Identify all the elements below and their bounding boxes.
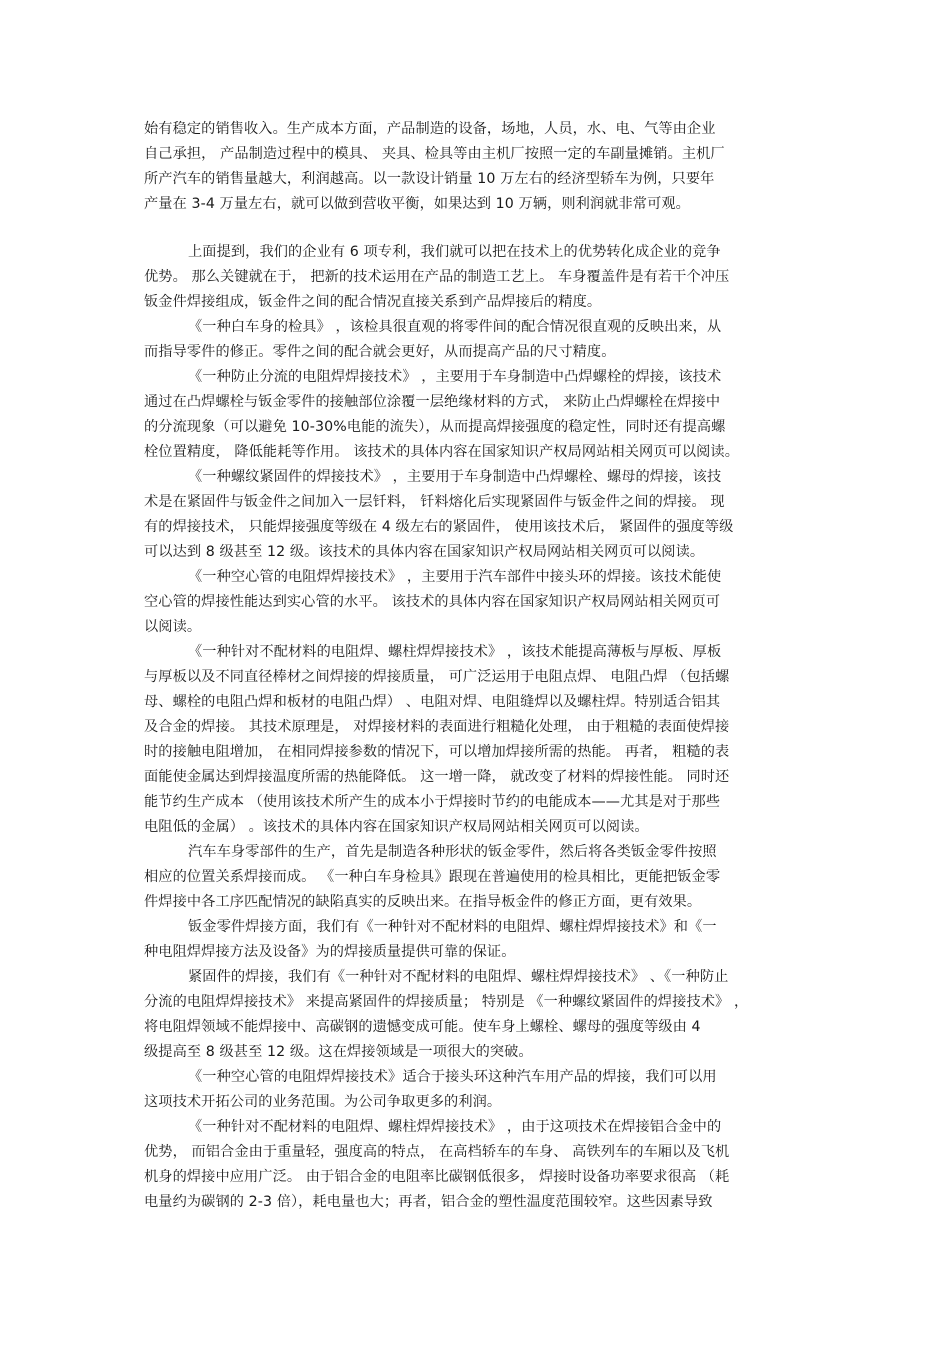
text-line: 面能使金属达到焊接温度所需的热能降低。 这一增一降， 就改变了材料的焊接性能。 同时还 (144, 769, 730, 785)
text-line: 种电阻焊焊接方法及设备》为的焊接质量提供可靠的保证。 (144, 944, 516, 960)
text-line: 术是在紧固件与钣金件之间加入一层钎料， 钎料熔化后实现紧固件与钣金件之间的焊接。 现 (144, 494, 725, 510)
text-line: 通过在凸焊螺栓与钣金零件的接触部位涂覆一层绝缘材料的方式， 来防止凸焊螺栓在焊接中 (144, 394, 721, 410)
text-line: 紧固件的焊接，我们有《一种针对不配材料的电阻焊、螺柱焊焊接技术》 、《一种防止 (188, 969, 729, 985)
text-line: 将电阻焊领域不能焊接中、高碳钢的遗憾变成可能。使车身上螺栓、螺母的强度等级由 4 (144, 1019, 701, 1035)
text-line: 钣金零件焊接方面，我们有《一种针对不配材料的电阻焊、螺柱焊焊接技术》和《一 (188, 919, 717, 935)
text-line: 所产汽车的销售量越大，利润越高。以一款设计销量 10 万左右的经济型轿车为例，只要年 (144, 171, 715, 187)
text-line: 《一种白车身的检具》 ，该检具很直观的将零件间的配合情况很直观的反映出来，从 (188, 319, 722, 335)
text-line: 优势。 那么关键就在于， 把新的技术运用在产品的制造工艺上。 车身覆盖件是有若干个冲压 (144, 269, 730, 285)
text-line: 这项技术开拓公司的业务范围。为公司争取更多的利润。 (144, 1094, 502, 1110)
text-line: 空心管的焊接性能达到实心管的水平。 该技术的具体内容在国家知识产权局网站相关网页可 (144, 594, 721, 610)
text-line: 汽车车身零部件的生产，首先是制造各种形状的钣金零件，然后将各类钣金零件按照 (188, 844, 717, 860)
text-line: 能节约生产成本 （使用该技术所产生的成本小于焊接时节约的电能成本——尤其是对于那些 (144, 794, 721, 810)
text-line: 钣金件焊接组成，钣金件之间的配合情况直接关系到产品焊接后的精度。 (144, 294, 602, 310)
text-line: 电量约为碳钢的 2-3 倍），耗电量也大；再者，铝合金的塑性温度范围较窄。这些因素导致 (144, 1194, 713, 1210)
text-line: 母、螺栓的电阻凸焊和板材的电阻凸焊） 、电阻对焊、电阻缝焊以及螺柱焊。特别适合铝其 (144, 694, 721, 710)
text-line: 自己承担， 产品制造过程中的模具、 夹具、检具等由主机厂按照一定的车副量摊销。主机厂 (144, 146, 725, 162)
text-line: 《一种空心管的电阻焊焊接技术》适合于接头环这种汽车用产品的焊接，我们可以用 (188, 1069, 717, 1085)
text-line: 相应的位置关系焊接而成。 《一种白车身检具》跟现在普遍使用的检具相比，更能把钣金零 (144, 869, 721, 885)
text-line: 电阻低的金属） 。该技术的具体内容在国家知识产权局网站相关网页可以阅读。 (144, 819, 649, 835)
text-line: 与厚板以及不同直径棒材之间焊接的焊接质量， 可广泛运用于电阻点焊、 电阻凸焊 （包括螺 (144, 669, 730, 685)
text-line: 有的焊接技术， 只能焊接强度等级在 4 级左右的紧固件， 使用该技术后， 紧固件的强度等级 (144, 519, 734, 535)
text-line: 上面提到，我们的企业有 6 项专利，我们就可以把在技术上的优势转化成企业的竞争 (188, 244, 721, 260)
text-line: 《一种针对不配材料的电阻焊、螺柱焊焊接技术》 ，由于这项技术在焊接铝合金中的 (188, 1119, 722, 1135)
text-line: 《一种空心管的电阻焊焊接技术》 ，主要用于汽车部件中接头环的焊接。该技术能使 (188, 569, 722, 585)
text-line: 件焊接中各工序匹配情况的缺陷真实的反映出来。在指导板金件的修正方面，更有效果。 (144, 894, 702, 910)
text-line: 分流的电阻焊焊接技术》 来提高紧固件的焊接质量； 特别是 《一种螺纹紧固件的焊接技术》 ， (144, 994, 749, 1010)
text-line: 及合金的焊接。 其技术原理是， 对焊接材料的表面进行粗糙化处理， 由于粗糙的表面使焊接 (144, 719, 730, 735)
text-line: 的分流现象（可以避免 10-30%电能的流失），从而提高焊接强度的稳定性，同时还有提高螺 (144, 419, 726, 435)
text-line: 级提高至 8 级甚至 12 级。这在焊接领域是一项很大的突破。 (144, 1044, 533, 1060)
text-line: 优势， 而铝合金由于重量轻，强度高的特点， 在高档轿车的车身、 高铁列车的车厢以及飞机 (144, 1144, 730, 1160)
text-line: 《一种针对不配材料的电阻焊、螺柱焊焊接技术》 ，该技术能提高薄板与厚板、厚板 (188, 644, 722, 660)
text-line: 《一种防止分流的电阻焊焊接技术》 ，主要用于车身制造中凸焊螺栓的焊接，该技术 (188, 369, 722, 385)
text-line: 时的接触电阻增加， 在相同焊接参数的情况下，可以增加焊接所需的热能。 再者， 粗糙的表 (144, 744, 730, 760)
text-line: 《一种螺纹紧固件的焊接技术》 ，主要用于车身制造中凸焊螺栓、螺母的焊接，该技 (188, 469, 722, 485)
text-line: 机身的焊接中应用广泛。 由于铝合金的电阻率比碳钢低很多， 焊接时设备功率要求很高 （耗 (144, 1169, 730, 1185)
text-line: 始有稳定的销售收入。生产成本方面，产品制造的设备，场地，人员，水、电、气等由企业 (144, 121, 716, 137)
text-line: 栓位置精度， 降低能耗等作用。 该技术的具体内容在国家知识产权局网站相关网页可以阅读。 (144, 444, 740, 460)
text-line: 产量在 3-4 万量左右，就可以做到营收平衡，如果达到 10 万辆，则利润就非常可观。 (144, 196, 690, 212)
text-line: 以阅读。 (144, 619, 202, 635)
text-line: 可以达到 8 级甚至 12 级。该技术的具体内容在国家知识产权局网站相关网页可以阅读。 (144, 544, 705, 560)
text-line: 而指导零件的修正。零件之间的配合就会更好，从而提高产品的尺寸精度。 (144, 344, 616, 360)
